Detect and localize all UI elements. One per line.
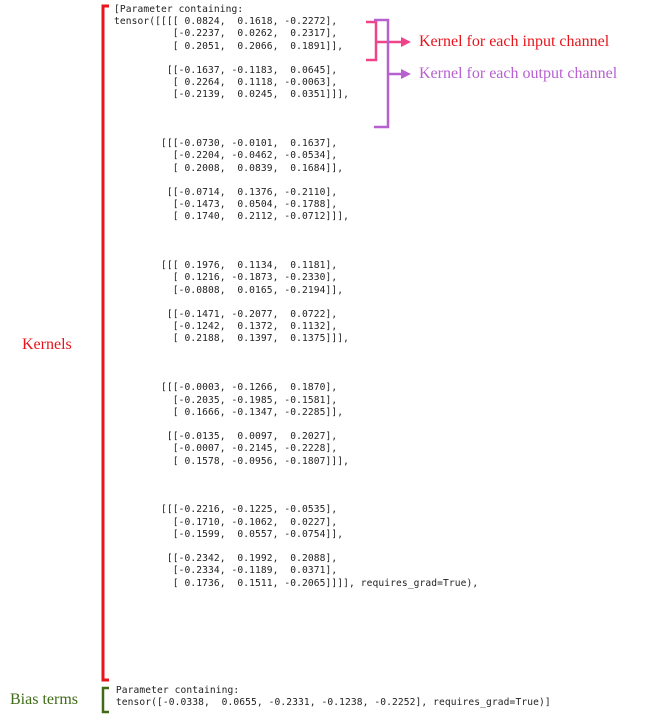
weight-code-line: [[-0.1637, -0.1183, 0.0645],	[114, 65, 338, 77]
weight-code-line: [ 0.1578, -0.0956, -0.1807]]],	[114, 455, 350, 467]
weight-code-line: [ 0.1740, 0.2112, -0.0712]]],	[114, 211, 350, 223]
weight-code-line: [-0.1599, 0.0557, -0.0754]],	[114, 528, 344, 540]
bias-terms-label: Bias terms	[10, 691, 78, 708]
weight-code-line: tensor([[[[ 0.0824, 0.1618, -0.2272],	[114, 16, 338, 28]
bias-header-line: Parameter containing:	[110, 685, 240, 696]
weight-code-line: [-0.2035, -0.1985, -0.1581],	[114, 394, 338, 406]
input-channel-label: Kernel for each input channel	[419, 33, 610, 50]
weight-code-line: [-0.2237, 0.0262, 0.2317],	[114, 28, 338, 40]
weight-code-line: [ 0.2051, 0.2066, 0.1891]],	[114, 40, 344, 52]
weight-code-line: [-0.0007, -0.2145, -0.2228],	[114, 443, 338, 455]
weight-code-line: [[-0.2342, 0.1992, 0.2088],	[114, 553, 338, 565]
weight-code-line: [-0.1242, 0.1372, 0.1132],	[114, 321, 338, 333]
weight-code-line: [-0.0808, 0.0165, -0.2194]],	[114, 284, 344, 296]
weight-code-line: [ 0.1666, -0.1347, -0.2285]],	[114, 406, 344, 418]
weight-header-line: [Parameter containing:	[114, 4, 244, 15]
output-channel-label: Kernel for each output channel	[419, 65, 618, 82]
weight-code-line: [[-0.0714, 0.1376, -0.2110],	[114, 187, 338, 199]
bias-code-line: tensor([-0.0338, 0.0655, -0.2331, -0.1238, -0.2252], requires_grad=True)]	[110, 697, 551, 709]
weight-code-line: [-0.2334, -0.1189, 0.0371],	[114, 565, 338, 577]
weight-code-line: [ 0.1736, 0.1511, -0.2065]]]], requires_grad=True),	[114, 577, 479, 589]
weight-code-line: [-0.2204, -0.0462, -0.0534],	[114, 150, 338, 162]
weight-code-line: [-0.1473, 0.0504, -0.1788],	[114, 199, 338, 211]
kernels-label: Kernels	[22, 336, 72, 353]
weight-code-line: [[[ 0.1976, 0.1134, 0.1181],	[114, 260, 338, 272]
weight-code-line: [ 0.2008, 0.0839, 0.1684]],	[114, 162, 344, 174]
weight-code-line: [-0.1710, -0.1062, 0.0227],	[114, 516, 338, 528]
weight-code-line: [[-0.1471, -0.2077, 0.0722],	[114, 309, 338, 321]
weight-code-line: [-0.2139, 0.0245, 0.0351]]],	[114, 89, 350, 101]
weight-code-line: [[[-0.2216, -0.1225, -0.0535],	[114, 504, 338, 516]
weight-code-line: [[[-0.0003, -0.1266, 0.1870],	[114, 382, 338, 394]
weight-code-line: [ 0.1216, -0.1873, -0.2330],	[114, 272, 338, 284]
input-channel-bracket	[366, 22, 376, 60]
weight-code-line: [ 0.2188, 0.1397, 0.1375]]],	[114, 333, 350, 345]
weight-code-line: [[-0.0135, 0.0097, 0.2027],	[114, 431, 338, 443]
weight-code-line: [ 0.2264, 0.1118, -0.0063],	[114, 77, 338, 89]
kernels-bracket	[103, 6, 109, 680]
weight-code-line: [[[-0.0730, -0.0101, 0.1637],	[114, 138, 338, 150]
bias-bracket	[103, 688, 109, 712]
